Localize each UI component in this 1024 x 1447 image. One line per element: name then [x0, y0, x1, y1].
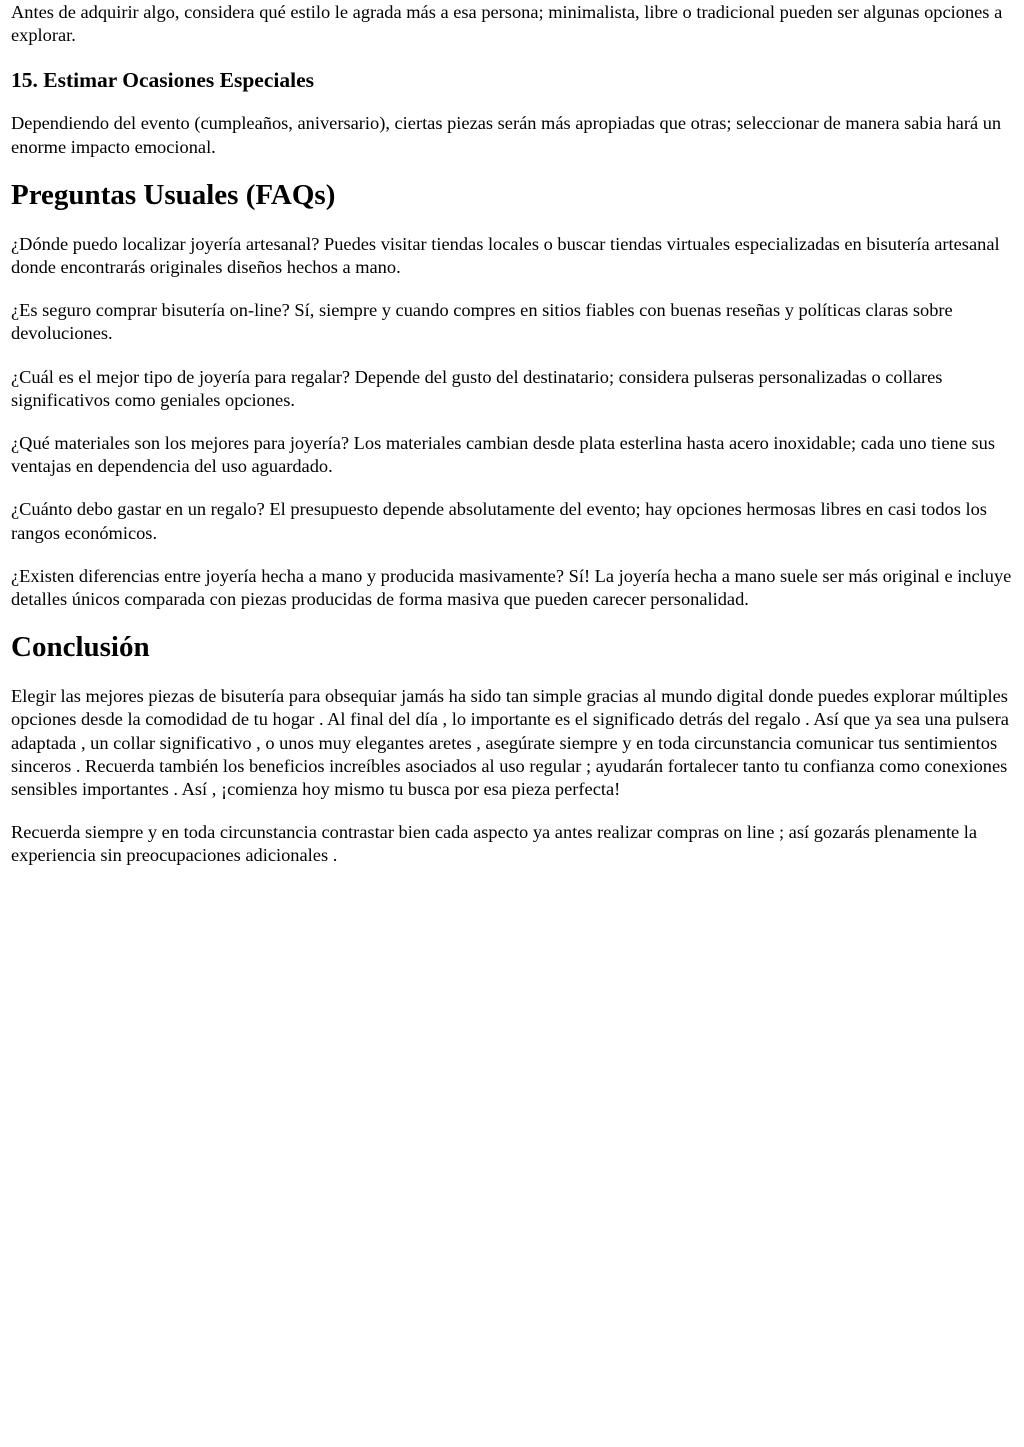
faq-item: ¿Qué materiales son los mejores para joyería? Los materiales cambian desde plata esterlina hasta acero inoxidable; cada uno tiene sus ventajas en dependencia del uso aguardado.	[11, 433, 996, 477]
article-page	[0, 1, 1024, 868]
section-15-heading: 15. Estimar Ocasiones Especiales	[11, 68, 314, 93]
section-15-body: Dependiendo del evento (cumpleaños, aniversario), ciertas piezas serán más apropiadas que otras; seleccionar de manera sabia hará un enorme impacto emocional.	[11, 113, 1002, 157]
conclusion-heading: Conclusión	[11, 631, 150, 664]
faq-heading: Preguntas Usuales (FAQs)	[11, 178, 336, 211]
faq-item: ¿Cuánto debo gastar en un regalo? El presupuesto depende absolutamente del evento; hay opciones hermosas libres en casi todos los rangos económicos.	[11, 499, 987, 543]
faq-item: ¿Existen diferencias entre joyería hecha a mano y producida masivamente? Sí! La joyería hecha a mano suele ser más original e incluye detalles únicos comparada con piezas producidas de forma masiva que pueden carecer personalidad.	[11, 565, 1012, 610]
faq-list	[11, 233, 1013, 611]
intro-paragraph: Antes de adquirir algo, considera qué estilo le agrada más a esa persona; minimalista, libre o tradicional pueden ser algunas opciones a explorar.	[11, 2, 1003, 46]
conclusion-paragraph: Recuerda siempre y en toda circunstancia contrastar bien cada aspecto ya antes realizar compras on line ; así gozarás plenamente la experiencia sin preocupaciones adicionales .	[11, 822, 978, 866]
faq-item: ¿Cuál es el mejor tipo de joyería para regalar? Depende del gusto del destinatario; considera pulseras personalizadas o collares significativos como geniales opciones.	[11, 366, 943, 410]
conclusion-paragraph: Elegir las mejores piezas de bisutería para obsequiar jamás ha sido tan simple gracias al mundo digital donde puedes explorar múltiples opciones desde la comodidad de tu hogar . Al final del día , lo importante es el significado detrás del regalo . Así que ya sea una pulsera adaptada , un collar significativo , o unos muy elegantes aretes , asegúrate siempre y en toda circunstancia comunicar tus sentimientos sinceros . Recuerda también los beneficios increíbles asociados al uso regular ; ayudarán fortalecer tanto tu confianza como conexiones sensibles importantes . Así , ¡comienza hoy mismo tu busca por esa pieza perfecta!	[11, 686, 1009, 800]
faq-item: ¿Es seguro comprar bisutería on-line? Sí, siempre y cuando compres en sitios fiables con buenas reseñas y políticas claras sobre devoluciones.	[11, 300, 953, 344]
faq-item: ¿Dónde puedo localizar joyería artesanal? Puedes visitar tiendas locales o buscar tiendas virtuales especializadas en bisutería artesanal donde encontrarás originales diseños hechos a mano.	[11, 233, 1000, 278]
conclusion-body	[11, 685, 1013, 867]
